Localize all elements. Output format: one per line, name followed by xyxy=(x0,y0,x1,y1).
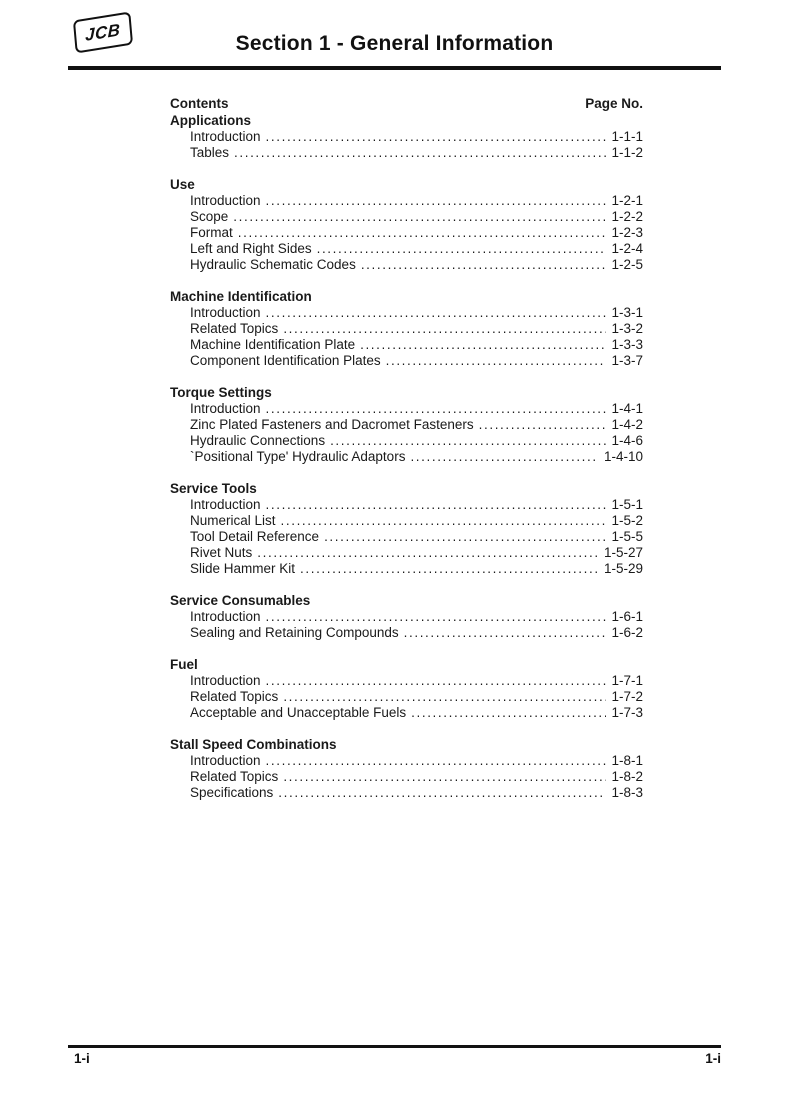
toc-entry xyxy=(170,449,643,465)
toc-group-title: Service Tools xyxy=(170,481,257,496)
toc-entry-label: Tool Detail Reference xyxy=(190,529,320,544)
toc-entry-page: 1-7-3 xyxy=(611,705,643,720)
toc-entry xyxy=(170,145,643,161)
toc-entry-page: 1-2-3 xyxy=(611,225,643,240)
toc-group-title: Fuel xyxy=(170,657,198,672)
toc-entry-label: Tables xyxy=(190,145,230,160)
toc-entry-page: 1-3-1 xyxy=(611,305,643,320)
toc-entry xyxy=(170,753,643,769)
toc-entry-page: 1-8-3 xyxy=(611,785,643,800)
toc-entry-page: 1-2-5 xyxy=(611,257,643,272)
toc-entry-label: Introduction xyxy=(190,609,261,624)
toc-entry xyxy=(170,401,643,417)
toc-leader-dots xyxy=(317,241,607,257)
toc-leader-dots xyxy=(411,705,606,721)
page-title: Section 1 - General Information xyxy=(235,32,554,55)
toc-leader-dots xyxy=(360,337,606,353)
toc-entries xyxy=(170,305,643,369)
toc-entry-label: Introduction xyxy=(190,673,261,688)
toc-entry xyxy=(170,209,643,225)
toc-entries xyxy=(170,129,643,161)
toc-entry-page: 1-4-1 xyxy=(611,401,643,416)
toc-entry-label: Related Topics xyxy=(190,689,279,704)
toc-leader-dots xyxy=(300,561,599,577)
toc-entry-page: 1-5-5 xyxy=(611,529,643,544)
toc-header-row xyxy=(170,96,643,112)
toc-entry-label: Left and Right Sides xyxy=(190,241,312,256)
toc-leader-dots xyxy=(257,545,599,561)
toc-entry xyxy=(170,433,643,449)
toc-leader-dots xyxy=(266,193,607,209)
toc-entry xyxy=(170,257,643,273)
toc-entry xyxy=(170,769,643,785)
toc-entry xyxy=(170,545,643,561)
toc-leader-dots xyxy=(283,689,606,705)
toc-leader-dots xyxy=(266,305,607,321)
toc-entry-page: 1-8-1 xyxy=(611,753,643,768)
toc-leader-dots xyxy=(266,609,607,625)
toc-leader-dots xyxy=(324,529,606,545)
toc-entry-label: Introduction xyxy=(190,753,261,768)
toc-entry-page: 1-2-2 xyxy=(611,209,643,224)
toc-entry-page: 1-3-3 xyxy=(611,337,643,352)
toc-leader-dots xyxy=(281,513,607,529)
toc-entry-page: 1-2-4 xyxy=(611,241,643,256)
toc-leader-dots xyxy=(233,209,606,225)
toc-entry-page: 1-3-2 xyxy=(611,321,643,336)
toc-group xyxy=(170,481,643,577)
toc-leader-dots xyxy=(266,497,607,513)
toc-group-title: Service Consumables xyxy=(170,593,311,608)
toc-entry xyxy=(170,417,643,433)
toc-entry-label: Related Topics xyxy=(190,769,279,784)
toc-leader-dots xyxy=(410,449,599,465)
toc-entry-label: Sealing and Retaining Compounds xyxy=(190,625,399,640)
toc-leader-dots xyxy=(238,225,607,241)
toc-entry-label: Slide Hammer Kit xyxy=(190,561,296,576)
toc-entry-page: 1-2-1 xyxy=(611,193,643,208)
page-no-heading: Page No. xyxy=(585,96,643,111)
toc-entry-label: Hydraulic Connections xyxy=(190,433,326,448)
toc-entries xyxy=(170,193,643,273)
toc-entry-page: 1-6-2 xyxy=(611,625,643,640)
toc-leader-dots xyxy=(283,769,606,785)
toc-entries xyxy=(170,753,643,801)
toc-leader-dots xyxy=(479,417,607,433)
toc-entry xyxy=(170,129,643,145)
toc-leader-dots xyxy=(266,753,607,769)
toc-entry-label: Specifications xyxy=(190,785,274,800)
toc-entry xyxy=(170,561,643,577)
toc-group xyxy=(170,593,643,641)
toc-entry-label: Numerical List xyxy=(190,513,276,528)
toc-entry xyxy=(170,625,643,641)
toc-entry-label: Zinc Plated Fasteners and Dacromet Fasteners xyxy=(190,417,474,432)
toc-leader-dots xyxy=(283,321,606,337)
toc-leader-dots xyxy=(361,257,607,273)
toc-entry-label: `Positional Type' Hydraulic Adaptors xyxy=(190,449,406,464)
toc-entry-page: 1-3-7 xyxy=(611,353,643,368)
toc-entry-label: Related Topics xyxy=(190,321,279,336)
toc-entry-label: Rivet Nuts xyxy=(190,545,253,560)
toc-leader-dots xyxy=(404,625,607,641)
toc-group xyxy=(170,385,643,465)
toc-entry-label: Introduction xyxy=(190,193,261,208)
toc-entry xyxy=(170,689,643,705)
toc-group-title: Machine Identification xyxy=(170,289,312,304)
toc-entry-label: Introduction xyxy=(190,497,261,512)
toc-entry xyxy=(170,785,643,801)
toc-entries xyxy=(170,673,643,721)
footer-page-number-right: 1-i xyxy=(705,1051,721,1066)
toc-entry-page: 1-4-10 xyxy=(603,449,643,464)
toc-entry-label: Introduction xyxy=(190,129,261,144)
toc-entry-page: 1-8-2 xyxy=(611,769,643,784)
toc-entry-label: Hydraulic Schematic Codes xyxy=(190,257,356,272)
contents-heading: Contents xyxy=(170,96,229,111)
toc-leader-dots xyxy=(278,785,606,801)
toc-entry-label: Machine Identification Plate xyxy=(190,337,356,352)
toc-entry-page: 1-1-1 xyxy=(611,129,643,144)
toc-entries xyxy=(170,497,643,577)
toc-entry-label: Introduction xyxy=(190,305,261,320)
toc-entry xyxy=(170,321,643,337)
toc-entry xyxy=(170,673,643,689)
toc-entry xyxy=(170,497,643,513)
toc-entry xyxy=(170,241,643,257)
toc-entry-page: 1-7-1 xyxy=(611,673,643,688)
toc-leader-dots xyxy=(266,673,607,689)
toc-entry-page: 1-5-2 xyxy=(611,513,643,528)
toc-entry-page: 1-1-2 xyxy=(611,145,643,160)
toc-entry-label: Scope xyxy=(190,209,229,224)
toc-group-title: Applications xyxy=(170,113,252,128)
toc-group xyxy=(170,657,643,721)
toc-leader-dots xyxy=(234,145,606,161)
toc-entry-page: 1-5-29 xyxy=(603,561,643,576)
toc-entry xyxy=(170,193,643,209)
toc-entry xyxy=(170,337,643,353)
toc-entry-page: 1-5-27 xyxy=(603,545,643,560)
toc-entry xyxy=(170,529,643,545)
table-of-contents xyxy=(170,96,643,801)
footer-page-number-left: 1-i xyxy=(74,1051,90,1066)
footer-divider xyxy=(68,1045,721,1048)
toc-entry xyxy=(170,705,643,721)
toc-group-title: Torque Settings xyxy=(170,385,272,400)
toc-entries xyxy=(170,609,643,641)
toc-entry xyxy=(170,353,643,369)
jcb-logo-text: JCB xyxy=(85,19,121,45)
toc-group xyxy=(170,737,643,801)
toc-leader-dots xyxy=(386,353,607,369)
toc-entry-label: Format xyxy=(190,225,233,240)
toc-group xyxy=(170,177,643,273)
toc-entry xyxy=(170,225,643,241)
toc-entry xyxy=(170,305,643,321)
toc-leader-dots xyxy=(266,129,607,145)
toc-entry xyxy=(170,513,643,529)
toc-leader-dots xyxy=(266,401,607,417)
toc-entry-page: 1-7-2 xyxy=(611,689,643,704)
toc-group xyxy=(170,113,643,161)
toc-entry-page: 1-4-6 xyxy=(611,433,643,448)
toc-entry-page: 1-5-1 xyxy=(611,497,643,512)
toc-entry-label: Introduction xyxy=(190,401,261,416)
toc-group xyxy=(170,289,643,369)
toc-group-title: Stall Speed Combinations xyxy=(170,737,337,752)
toc-group-title: Use xyxy=(170,177,195,192)
toc-entry-page: 1-4-2 xyxy=(611,417,643,432)
toc-entries xyxy=(170,401,643,465)
header-divider xyxy=(68,66,721,70)
toc-entry xyxy=(170,609,643,625)
toc-entry-page: 1-6-1 xyxy=(611,609,643,624)
toc-leader-dots xyxy=(330,433,606,449)
toc-entry-label: Component Identification Plates xyxy=(190,353,381,368)
toc-groups xyxy=(170,113,643,801)
toc-entry-label: Acceptable and Unacceptable Fuels xyxy=(190,705,407,720)
